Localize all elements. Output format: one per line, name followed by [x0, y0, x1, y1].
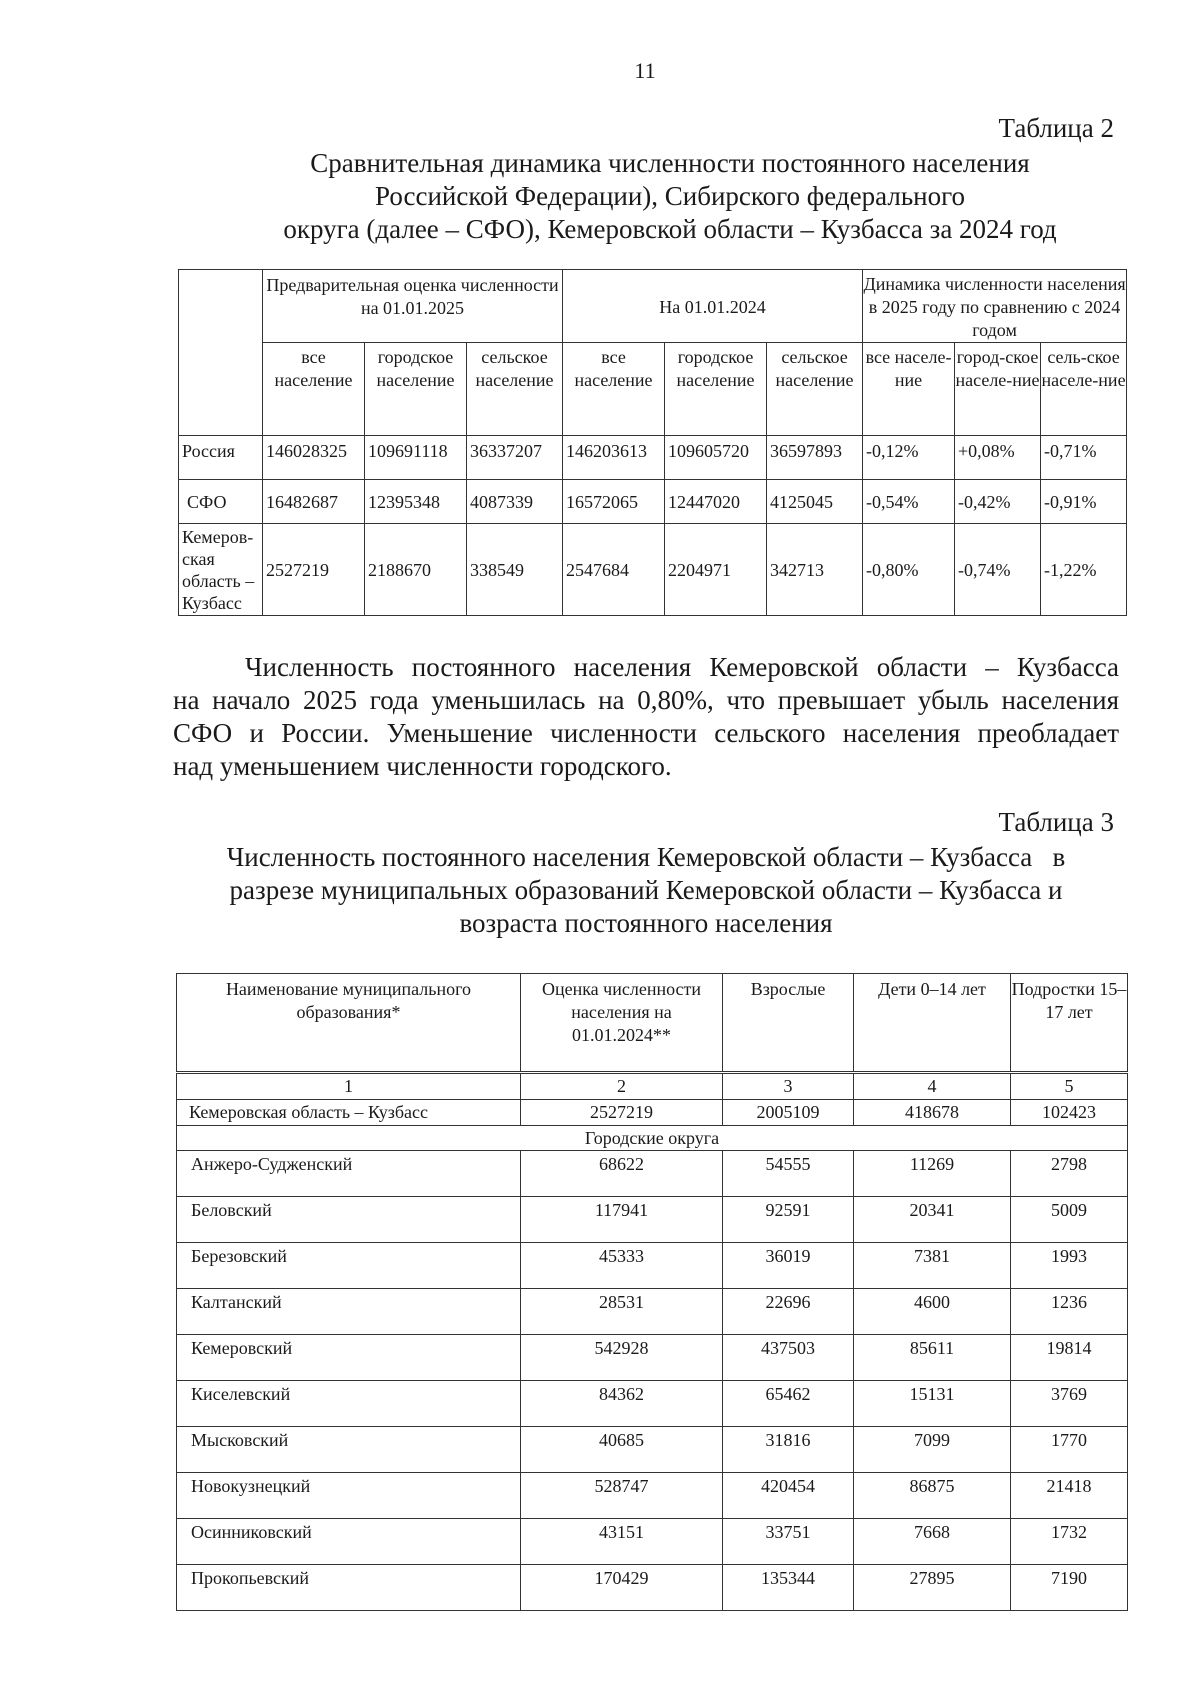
- value-cell: 146028325: [263, 436, 365, 480]
- percent-cell: -0,71%: [1041, 436, 1127, 480]
- value-cell: 1236: [1011, 1289, 1128, 1335]
- percent-cell: -0,91%: [1041, 480, 1127, 524]
- value-cell: 7099: [854, 1427, 1011, 1473]
- value-cell: 420454: [723, 1473, 854, 1519]
- column-number: 1: [177, 1074, 521, 1100]
- value-cell: 2005109: [723, 1100, 854, 1126]
- value-cell: 92591: [723, 1197, 854, 1243]
- region-cell: СФО: [179, 480, 263, 524]
- column-number-row: [177, 1074, 1128, 1100]
- column-header: Взрослые: [723, 974, 854, 1072]
- column-number: 4: [854, 1074, 1011, 1100]
- value-cell: 7381: [854, 1243, 1011, 1289]
- column-header: Подростки 15–17 лет: [1011, 974, 1128, 1072]
- municipality-name: Новокузнецкий: [177, 1473, 521, 1519]
- value-cell: 36019: [723, 1243, 854, 1289]
- value-cell: 2547684: [563, 524, 665, 616]
- column-header: Оценка численности населения на 01.01.2024**: [521, 974, 723, 1072]
- table2-title-line: округа (далее – СФО), Кемеровской области – Кузбасса за 2024 год: [283, 214, 1057, 244]
- table-row: [177, 1565, 1128, 1611]
- region-cell: Россия: [179, 436, 263, 480]
- sub-header: все населе-ние: [863, 343, 955, 436]
- value-cell: 28531: [521, 1289, 723, 1335]
- percent-cell: -0,80%: [863, 524, 955, 616]
- municipality-name: Мысковский: [177, 1427, 521, 1473]
- table2-title-line: Сравнительная динамика численности постоянного населения: [310, 148, 1030, 178]
- column-number: 2: [521, 1074, 723, 1100]
- value-cell: 418678: [854, 1100, 1011, 1126]
- municipal-table-header: [176, 973, 1128, 1072]
- sub-header: сельское население: [767, 343, 863, 436]
- value-cell: 27895: [854, 1565, 1011, 1611]
- value-cell: 146203613: [563, 436, 665, 480]
- value-cell: 12395348: [365, 480, 467, 524]
- table-row: [177, 1151, 1128, 1197]
- table3-title-line: разрезе муниципальных образований Кемеровской области – Кузбасса и: [229, 875, 1063, 905]
- table-row: [177, 1197, 1128, 1243]
- value-cell: 3769: [1011, 1381, 1128, 1427]
- value-cell: 4087339: [467, 480, 563, 524]
- value-cell: 4125045: [767, 480, 863, 524]
- municipality-name: Беловский: [177, 1197, 521, 1243]
- municipal-population-table: [176, 1073, 1128, 1611]
- table3-label: Таблица 3: [998, 807, 1114, 837]
- table-row: [179, 436, 1127, 480]
- percent-cell: -0,42%: [955, 480, 1041, 524]
- table3-title-line: возраста постоянного населения: [459, 908, 833, 938]
- table-row: [179, 480, 1127, 524]
- paragraph-line: СФО и России. Уменьшение численности сельского населения преобладает: [173, 718, 1119, 748]
- table-row: [177, 1335, 1128, 1381]
- value-cell: 15131: [854, 1381, 1011, 1427]
- column-header: Наименование муниципального образования*: [177, 974, 521, 1072]
- value-cell: 2188670: [365, 524, 467, 616]
- value-cell: 2204971: [665, 524, 767, 616]
- value-cell: 1732: [1011, 1519, 1128, 1565]
- municipality-name: Кемеровская область – Кузбасс: [177, 1100, 521, 1126]
- paragraph-line: над уменьшением численности городского.: [173, 751, 672, 781]
- municipality-name: Киселевский: [177, 1381, 521, 1427]
- value-cell: 33751: [723, 1519, 854, 1565]
- value-cell: 437503: [723, 1335, 854, 1381]
- value-cell: 45333: [521, 1243, 723, 1289]
- sub-header: все население: [263, 343, 365, 436]
- value-cell: 68622: [521, 1151, 723, 1197]
- value-cell: 85611: [854, 1335, 1011, 1381]
- percent-cell: -1,22%: [1041, 524, 1127, 616]
- group-header: Динамика численности населения в 2025 году по сравнению с 2024 годом: [863, 270, 1127, 343]
- value-cell: 54555: [723, 1151, 854, 1197]
- sub-header: городское население: [365, 343, 467, 436]
- municipality-name: Осинниковский: [177, 1519, 521, 1565]
- table-row: [177, 1243, 1128, 1289]
- value-cell: 2527219: [263, 524, 365, 616]
- table-row: [179, 524, 1127, 616]
- sub-header: все население: [563, 343, 665, 436]
- value-cell: 21418: [1011, 1473, 1128, 1519]
- value-cell: 36337207: [467, 436, 563, 480]
- value-cell: 43151: [521, 1519, 723, 1565]
- value-cell: 11269: [854, 1151, 1011, 1197]
- value-cell: 135344: [723, 1565, 854, 1611]
- value-cell: 2798: [1011, 1151, 1128, 1197]
- paragraph-line: Численность постоянного населения Кемеровской области – Кузбасса: [245, 652, 1119, 682]
- sub-header: городское население: [665, 343, 767, 436]
- value-cell: 20341: [854, 1197, 1011, 1243]
- percent-cell: -0,74%: [955, 524, 1041, 616]
- value-cell: 4600: [854, 1289, 1011, 1335]
- table-row: [177, 1381, 1128, 1427]
- value-cell: 2527219: [521, 1100, 723, 1126]
- region-header-cell: [179, 270, 263, 436]
- column-number: 3: [723, 1074, 854, 1100]
- table-row: [177, 1473, 1128, 1519]
- sub-header: сельское население: [467, 343, 563, 436]
- value-cell: 31816: [723, 1427, 854, 1473]
- value-cell: 12447020: [665, 480, 767, 524]
- table-row: [177, 1427, 1128, 1473]
- value-cell: 36597893: [767, 436, 863, 480]
- value-cell: 170429: [521, 1565, 723, 1611]
- value-cell: 1770: [1011, 1427, 1128, 1473]
- column-header: Дети 0–14 лет: [854, 974, 1011, 1072]
- municipality-name: Кемеровский: [177, 1335, 521, 1381]
- municipality-name: Березовский: [177, 1243, 521, 1289]
- group-label: Городские округа: [177, 1126, 1128, 1151]
- value-cell: 1993: [1011, 1243, 1128, 1289]
- municipality-name: Калтанский: [177, 1289, 521, 1335]
- value-cell: 19814: [1011, 1335, 1128, 1381]
- group-header: На 01.01.2024: [563, 270, 863, 343]
- value-cell: 109605720: [665, 436, 767, 480]
- group-row: [177, 1126, 1128, 1151]
- paragraph-line: на начало 2025 года уменьшилась на 0,80%, что превышает убыль населения: [173, 685, 1119, 715]
- value-cell: 109691118: [365, 436, 467, 480]
- population-dynamics-table: [178, 269, 1127, 616]
- value-cell: 342713: [767, 524, 863, 616]
- value-cell: 7668: [854, 1519, 1011, 1565]
- value-cell: 528747: [521, 1473, 723, 1519]
- value-cell: 117941: [521, 1197, 723, 1243]
- column-number: 5: [1011, 1074, 1128, 1100]
- value-cell: 84362: [521, 1381, 723, 1427]
- value-cell: 86875: [854, 1473, 1011, 1519]
- percent-cell: -0,54%: [863, 480, 955, 524]
- value-cell: 16572065: [563, 480, 665, 524]
- table-row: [177, 1519, 1128, 1565]
- value-cell: 7190: [1011, 1565, 1128, 1611]
- value-cell: 542928: [521, 1335, 723, 1381]
- table3-title: [166, 841, 1126, 940]
- table2-title-line: Российской Федерации), Сибирского федерального: [374, 181, 966, 211]
- total-row: [177, 1100, 1128, 1126]
- summary-paragraph: [173, 651, 1119, 783]
- value-cell: 22696: [723, 1289, 854, 1335]
- region-cell: Кемеров-ская область – Кузбасс: [179, 524, 263, 616]
- municipality-name: Анжеро-Судженский: [177, 1151, 521, 1197]
- value-cell: 102423: [1011, 1100, 1128, 1126]
- page-number: 11: [634, 58, 656, 83]
- sub-header: сель-ское населе-ние: [1041, 343, 1127, 436]
- value-cell: 16482687: [263, 480, 365, 524]
- table-row: [177, 1289, 1128, 1335]
- municipality-name: Прокопьевский: [177, 1565, 521, 1611]
- table2-label: Таблица 2: [998, 113, 1114, 143]
- group-header: Предварительная оценка численности на 01.01.2025: [263, 270, 563, 343]
- sub-header: город-ское населе-ние: [955, 343, 1041, 436]
- value-cell: 5009: [1011, 1197, 1128, 1243]
- value-cell: 65462: [723, 1381, 854, 1427]
- table2-title: [190, 147, 1150, 246]
- percent-cell: -0,12%: [863, 436, 955, 480]
- value-cell: 338549: [467, 524, 563, 616]
- table3-title-line: Численность постоянного населения Кемеровской области – Кузбасса в: [226, 842, 1066, 872]
- percent-cell: +0,08%: [955, 436, 1041, 480]
- value-cell: 40685: [521, 1427, 723, 1473]
